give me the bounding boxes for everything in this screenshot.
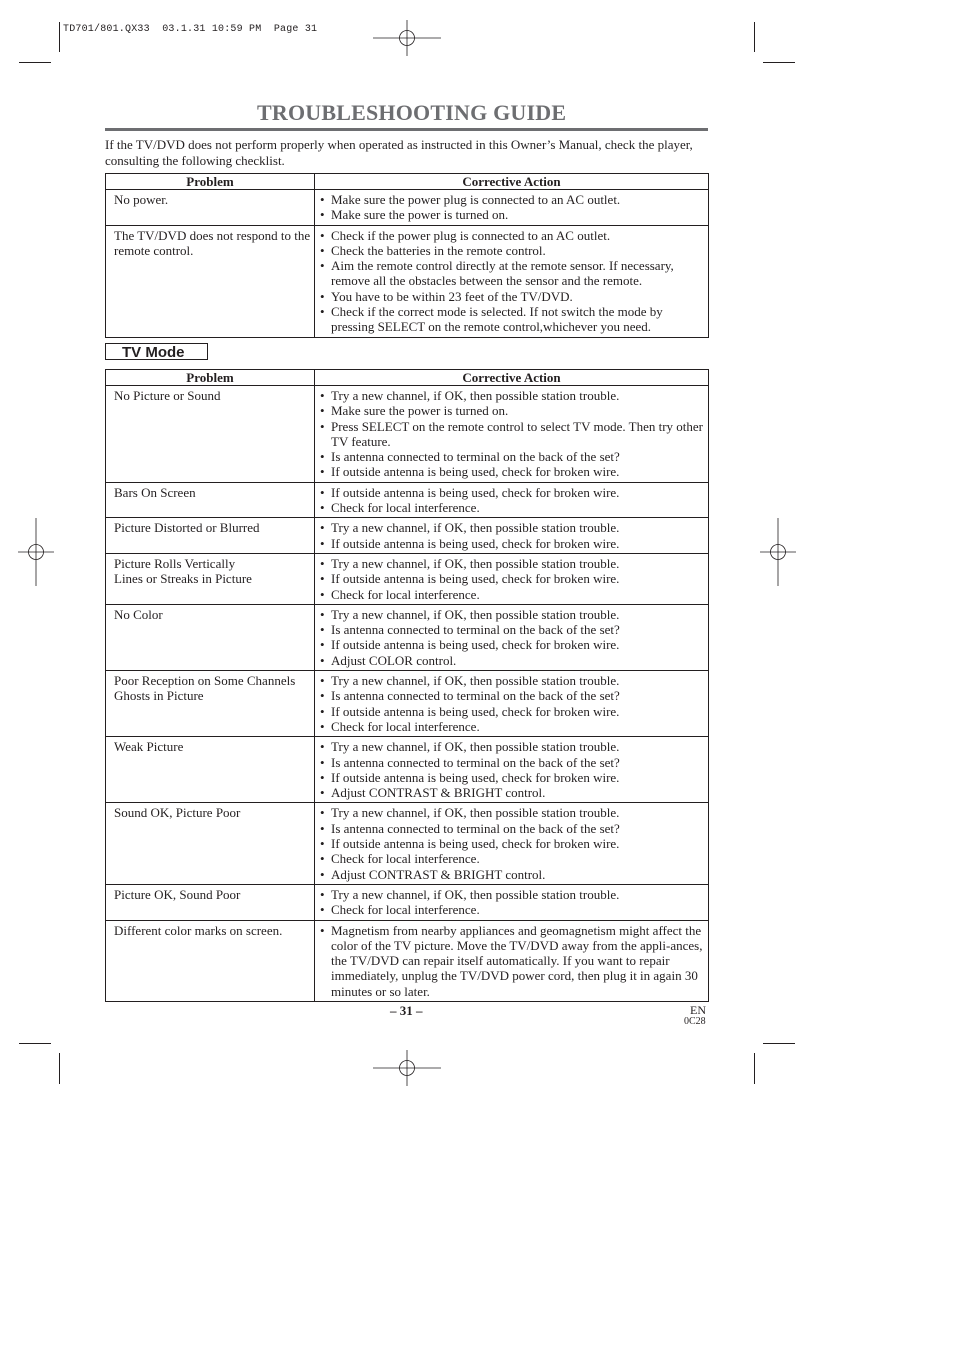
action-item bbox=[320, 419, 706, 450]
problem-text: No power. bbox=[114, 192, 169, 207]
bullet-icon: • bbox=[320, 805, 325, 821]
table-row bbox=[106, 884, 709, 920]
action-text: If outside antenna is being used, check for broken wire. bbox=[331, 464, 620, 480]
registration-mark-bottom bbox=[373, 1050, 441, 1086]
action-item bbox=[320, 536, 706, 551]
table-row bbox=[106, 920, 709, 1001]
action-item bbox=[320, 622, 706, 637]
corrective-action-cell bbox=[315, 225, 709, 337]
table-row bbox=[106, 604, 709, 670]
action-text: Check for local interference. bbox=[331, 586, 480, 602]
action-text: Try a new channel, if OK, then possible station trouble. bbox=[331, 520, 620, 536]
print-slug: TD701/801.QX33 03.1.31 10:59 PM Page 31 bbox=[63, 24, 318, 35]
corrective-action-cell bbox=[315, 553, 709, 604]
column-header-problem: Problem bbox=[106, 370, 315, 386]
crop-mark bbox=[59, 22, 60, 52]
corrective-action-cell bbox=[315, 884, 709, 920]
bullet-icon: • bbox=[320, 464, 325, 480]
bullet-icon: • bbox=[320, 739, 325, 755]
problem-text: Bars On Screen bbox=[114, 484, 196, 500]
problem-text: Different color marks on screen. bbox=[114, 922, 283, 938]
bullet-icon: • bbox=[320, 258, 325, 274]
bullet-icon: • bbox=[320, 754, 325, 770]
action-text: Press SELECT on the remote control to select TV mode. Then try other TV feature. bbox=[331, 418, 703, 449]
table-row bbox=[106, 803, 709, 884]
action-item bbox=[320, 243, 706, 258]
column-header-corrective-action: Corrective Action bbox=[315, 370, 709, 386]
action-text: Check if the power plug is connected to an AC outlet. bbox=[331, 227, 611, 243]
action-text: Try a new channel, if OK, then possible station trouble. bbox=[331, 886, 620, 902]
action-item bbox=[320, 289, 706, 304]
action-text: Try a new channel, if OK, then possible station trouble. bbox=[331, 805, 620, 821]
table-row bbox=[106, 482, 709, 518]
bullet-icon: • bbox=[320, 418, 325, 434]
action-item bbox=[320, 587, 706, 602]
problem-cell bbox=[106, 884, 315, 920]
action-text: Check for local interference. bbox=[331, 902, 480, 918]
action-text: If outside antenna is being used, check for broken wire. bbox=[331, 484, 620, 500]
registration-mark-left bbox=[18, 518, 54, 586]
problem-text: Poor Reception on Some Channels bbox=[114, 673, 296, 689]
action-item bbox=[320, 770, 706, 785]
problem-text: The TV/DVD does not respond to the remote control. bbox=[114, 227, 311, 258]
tv-mode-table bbox=[105, 369, 709, 1002]
table-row bbox=[106, 190, 709, 226]
action-text: Check the batteries in the remote control. bbox=[331, 242, 546, 258]
problem-cell bbox=[106, 671, 315, 737]
action-item bbox=[320, 704, 706, 719]
corrective-action-cell bbox=[315, 803, 709, 884]
page-title: TROUBLESHOOTING GUIDE bbox=[257, 100, 567, 125]
action-text: Check for local interference. bbox=[331, 718, 480, 734]
action-item bbox=[320, 192, 706, 207]
problem-text: Sound OK, Picture Poor bbox=[114, 805, 241, 821]
bullet-icon: • bbox=[320, 622, 325, 638]
bullet-icon: • bbox=[320, 769, 325, 785]
action-text: Try a new channel, if OK, then possible station trouble. bbox=[331, 739, 620, 755]
problem-cell bbox=[106, 190, 315, 226]
general-table-body bbox=[106, 190, 709, 338]
action-text: Adjust CONTRAST & BRIGHT control. bbox=[331, 866, 546, 882]
action-item bbox=[320, 923, 706, 999]
bullet-icon: • bbox=[320, 192, 325, 207]
action-text: Try a new channel, if OK, then possible station trouble. bbox=[331, 388, 620, 403]
bullet-icon: • bbox=[320, 500, 325, 516]
corrective-action-cell bbox=[315, 920, 709, 1001]
action-item bbox=[320, 500, 706, 515]
problem-cell bbox=[106, 225, 315, 337]
action-text: Aim the remote control directly at the remote sensor. If necessary, remove all the obstacles between the sensor and the remote. bbox=[331, 258, 674, 289]
bullet-icon: • bbox=[320, 403, 325, 419]
bullet-icon: • bbox=[320, 688, 325, 704]
problem-text: No Picture or Sound bbox=[114, 388, 221, 403]
table-row bbox=[106, 518, 709, 554]
action-text: Is antenna connected to terminal on the back of the set? bbox=[331, 449, 620, 465]
action-text: Is antenna connected to terminal on the back of the set? bbox=[331, 820, 620, 836]
problem-cell bbox=[106, 518, 315, 554]
bullet-icon: • bbox=[320, 902, 325, 918]
action-text: If outside antenna is being used, check for broken wire. bbox=[331, 703, 620, 719]
problem-text: Ghosts in Picture bbox=[114, 688, 204, 704]
bullet-icon: • bbox=[320, 718, 325, 734]
bullet-icon: • bbox=[320, 535, 325, 551]
action-item bbox=[320, 785, 706, 800]
problem-cell bbox=[106, 553, 315, 604]
action-text: Make sure the power is turned on. bbox=[331, 403, 509, 419]
crop-mark bbox=[754, 22, 755, 52]
action-text: Try a new channel, if OK, then possible station trouble. bbox=[331, 673, 620, 689]
action-item bbox=[320, 851, 706, 866]
action-item bbox=[320, 607, 706, 622]
table-row bbox=[106, 225, 709, 337]
action-text: Magnetism from nearby appliances and geomagnetism might affect the color of the TV picture. Move the TV/DVD away from the appli-ances, the TV/DVD can repair itself automatically. If you want to repair immediately, unplug the TV/DVD power cord, then plug it in again 30 minutes or so later. bbox=[331, 922, 703, 999]
action-text: Make sure the power plug is connected to an AC outlet. bbox=[331, 192, 621, 207]
action-item bbox=[320, 805, 706, 820]
registration-mark-top bbox=[373, 20, 441, 56]
action-text: If outside antenna is being used, check for broken wire. bbox=[331, 571, 620, 587]
action-item bbox=[320, 403, 706, 418]
action-item bbox=[320, 867, 706, 882]
action-item bbox=[320, 739, 706, 754]
table-row bbox=[106, 553, 709, 604]
bullet-icon: • bbox=[320, 242, 325, 258]
problem-text: Picture Distorted or Blurred bbox=[114, 520, 260, 536]
crop-mark bbox=[59, 1053, 60, 1084]
action-text: If outside antenna is being used, check for broken wire. bbox=[331, 637, 620, 653]
action-text: Try a new channel, if OK, then possible station trouble. bbox=[331, 555, 620, 571]
action-text: Check if the correct mode is selected. If not switch the mode by pressing SELECT on the remote control,whichever you need. bbox=[331, 304, 663, 335]
bullet-icon: • bbox=[320, 836, 325, 852]
bullet-icon: • bbox=[320, 886, 325, 902]
problem-cell bbox=[106, 920, 315, 1001]
bullet-icon: • bbox=[320, 586, 325, 602]
title-rule bbox=[105, 128, 708, 131]
crop-mark bbox=[763, 62, 795, 63]
bullet-icon: • bbox=[320, 851, 325, 867]
column-header-problem: Problem bbox=[106, 174, 315, 190]
bullet-icon: • bbox=[320, 388, 325, 403]
crop-mark bbox=[763, 1043, 795, 1044]
problem-text: Picture Rolls Vertically bbox=[114, 555, 236, 571]
bullet-icon: • bbox=[320, 637, 325, 653]
problem-cell bbox=[106, 386, 315, 483]
bullet-icon: • bbox=[320, 555, 325, 571]
action-item bbox=[320, 520, 706, 535]
action-text: Adjust CONTRAST & BRIGHT control. bbox=[331, 785, 546, 801]
tv-mode-heading: TV Mode bbox=[105, 343, 208, 360]
action-item bbox=[320, 228, 706, 243]
bullet-icon: • bbox=[320, 866, 325, 882]
table-header-row bbox=[106, 174, 709, 190]
bullet-icon: • bbox=[320, 606, 325, 622]
table-row bbox=[106, 671, 709, 737]
bullet-icon: • bbox=[320, 571, 325, 587]
action-item bbox=[320, 304, 706, 335]
action-item bbox=[320, 388, 706, 403]
problem-cell bbox=[106, 604, 315, 670]
table-header-row bbox=[106, 370, 709, 386]
bullet-icon: • bbox=[320, 288, 325, 304]
action-text: If outside antenna is being used, check for broken wire. bbox=[331, 836, 620, 852]
action-text: If outside antenna is being used, check for broken wire. bbox=[331, 769, 620, 785]
column-header-corrective-action: Corrective Action bbox=[315, 174, 709, 190]
bullet-icon: • bbox=[320, 820, 325, 836]
tv-mode-table-body bbox=[106, 386, 709, 1002]
bullet-icon: • bbox=[320, 673, 325, 689]
bullet-icon: • bbox=[320, 520, 325, 536]
action-item bbox=[320, 464, 706, 479]
action-item bbox=[320, 902, 706, 917]
action-item bbox=[320, 673, 706, 688]
language-code: EN bbox=[690, 1003, 706, 1017]
action-item bbox=[320, 719, 706, 734]
corrective-action-cell bbox=[315, 671, 709, 737]
action-text: Make sure the power is turned on. bbox=[331, 207, 509, 223]
action-text: You have to be within 23 feet of the TV/DVD. bbox=[331, 288, 573, 304]
problem-text: Weak Picture bbox=[114, 739, 184, 755]
corrective-action-cell bbox=[315, 386, 709, 483]
action-item bbox=[320, 449, 706, 464]
action-item bbox=[320, 485, 706, 500]
action-item bbox=[320, 821, 706, 836]
corrective-action-cell bbox=[315, 190, 709, 226]
action-text: Adjust COLOR control. bbox=[331, 652, 457, 668]
action-text: Try a new channel, if OK, then possible station trouble. bbox=[331, 606, 620, 622]
table-row bbox=[106, 386, 709, 483]
action-item bbox=[320, 258, 706, 289]
problem-cell bbox=[106, 737, 315, 803]
crop-mark bbox=[19, 62, 51, 63]
bullet-icon: • bbox=[320, 922, 325, 938]
problem-text: No Color bbox=[114, 606, 163, 622]
problem-cell bbox=[106, 482, 315, 518]
action-item bbox=[320, 755, 706, 770]
action-text: Check for local interference. bbox=[331, 851, 480, 867]
corrective-action-cell bbox=[315, 737, 709, 803]
action-item bbox=[320, 887, 706, 902]
problem-text: Lines or Streaks in Picture bbox=[114, 571, 252, 587]
action-item bbox=[320, 836, 706, 851]
action-item bbox=[320, 556, 706, 571]
document-code: 0C28 bbox=[684, 1016, 706, 1027]
action-text: If outside antenna is being used, check for broken wire. bbox=[331, 535, 620, 551]
action-item bbox=[320, 207, 706, 222]
general-troubleshooting-table bbox=[105, 173, 709, 338]
bullet-icon: • bbox=[320, 227, 325, 243]
action-item bbox=[320, 653, 706, 668]
table-row bbox=[106, 737, 709, 803]
action-text: Check for local interference. bbox=[331, 500, 480, 516]
action-item bbox=[320, 571, 706, 586]
bullet-icon: • bbox=[320, 785, 325, 801]
corrective-action-cell bbox=[315, 604, 709, 670]
bullet-icon: • bbox=[320, 207, 325, 223]
action-item bbox=[320, 637, 706, 652]
corrective-action-cell bbox=[315, 482, 709, 518]
action-text: Is antenna connected to terminal on the back of the set? bbox=[331, 622, 620, 638]
crop-mark bbox=[754, 1053, 755, 1084]
bullet-icon: • bbox=[320, 652, 325, 668]
intro-paragraph: If the TV/DVD does not perform properly when operated as instructed in this Owner’s Manual, check the player, consulting the following checklist. bbox=[105, 137, 693, 168]
page-number: – 31 – bbox=[390, 1003, 423, 1018]
bullet-icon: • bbox=[320, 484, 325, 500]
action-text: Is antenna connected to terminal on the back of the set? bbox=[331, 688, 620, 704]
bullet-icon: • bbox=[320, 449, 325, 465]
action-item bbox=[320, 688, 706, 703]
problem-cell bbox=[106, 803, 315, 884]
action-text: Is antenna connected to terminal on the back of the set? bbox=[331, 754, 620, 770]
corrective-action-cell bbox=[315, 518, 709, 554]
bullet-icon: • bbox=[320, 703, 325, 719]
registration-mark-right bbox=[760, 518, 796, 586]
problem-text: Picture OK, Sound Poor bbox=[114, 886, 241, 902]
crop-mark bbox=[19, 1043, 51, 1044]
bullet-icon: • bbox=[320, 304, 325, 320]
